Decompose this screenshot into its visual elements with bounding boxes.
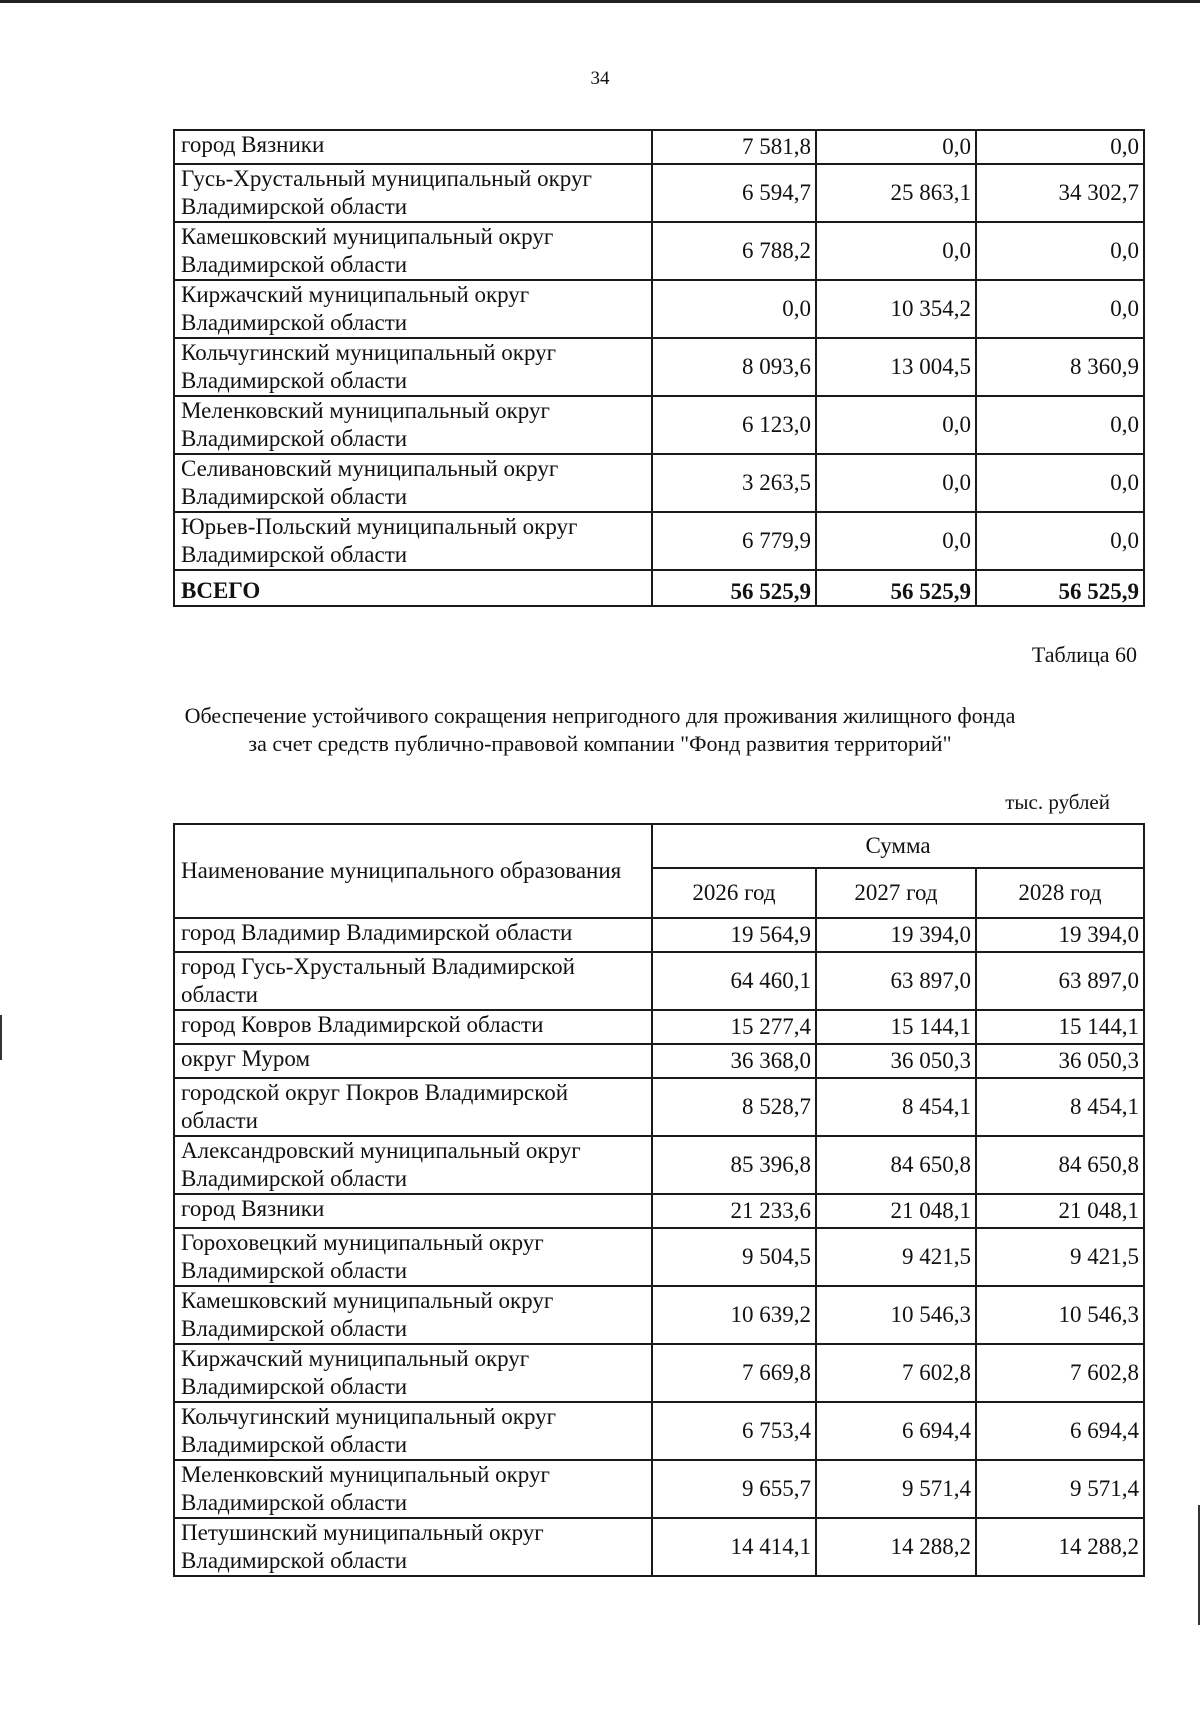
value-2027: 36 050,3 — [816, 1044, 976, 1078]
value-2027: 21 048,1 — [816, 1194, 976, 1228]
value-2026: 6 753,4 — [652, 1402, 816, 1460]
total-label: ВСЕГО — [174, 570, 652, 606]
value-2027: 6 694,4 — [816, 1402, 976, 1460]
lower-table — [173, 823, 1145, 1577]
value-2028: 19 394,0 — [976, 918, 1144, 952]
row-name: городской округ Покров Владимирской области — [174, 1078, 652, 1136]
upper-table — [173, 129, 1145, 607]
table-row — [174, 280, 1144, 338]
total-2026: 56 525,9 — [652, 570, 816, 606]
row-name: Меленковский муниципальный округ Владимирской области — [174, 396, 652, 454]
table-row — [174, 1010, 1144, 1044]
row-name: город Вязники — [174, 130, 652, 164]
scan-edge-mark — [0, 1015, 2, 1060]
row-name: Камешковский муниципальный округ Владимирской области — [174, 1286, 652, 1344]
row-name: Киржачский муниципальный округ Владимирской области — [174, 280, 652, 338]
value-2028: 0,0 — [976, 512, 1144, 570]
value-2026: 8 528,7 — [652, 1078, 816, 1136]
table-row — [174, 952, 1144, 1010]
value-2027: 25 863,1 — [816, 164, 976, 222]
table-row — [174, 1344, 1144, 1402]
value-2026: 7 581,8 — [652, 130, 816, 164]
page-number: 34 — [590, 68, 610, 89]
table-row — [174, 1518, 1144, 1576]
total-row — [174, 570, 1144, 606]
value-2027: 7 602,8 — [816, 1344, 976, 1402]
value-2027: 0,0 — [816, 454, 976, 512]
value-2028: 0,0 — [976, 396, 1144, 454]
row-name: Петушинский муниципальный округ Владимирской области — [174, 1518, 652, 1576]
value-2027: 63 897,0 — [816, 952, 976, 1010]
row-name: Кольчугинский муниципальный округ Владимирской области — [174, 338, 652, 396]
value-2027: 8 454,1 — [816, 1078, 976, 1136]
value-2028: 8 454,1 — [976, 1078, 1144, 1136]
value-2028: 8 360,9 — [976, 338, 1144, 396]
value-2026: 6 788,2 — [652, 222, 816, 280]
value-2026: 85 396,8 — [652, 1136, 816, 1194]
row-name: Гороховецкий муниципальный округ Владимирской области — [174, 1228, 652, 1286]
value-2026: 3 263,5 — [652, 454, 816, 512]
total-2028: 56 525,9 — [976, 570, 1144, 606]
value-2027: 0,0 — [816, 222, 976, 280]
row-name: Камешковский муниципальный округ Владимирской области — [174, 222, 652, 280]
row-name: город Владимир Владимирской области — [174, 918, 652, 952]
section-title-line-1: Обеспечение устойчивого сокращения непригодного для проживания жилищного фонда — [184, 703, 1016, 728]
table-row — [174, 1044, 1144, 1078]
value-2028: 15 144,1 — [976, 1010, 1144, 1044]
value-2027: 0,0 — [816, 396, 976, 454]
value-2027: 0,0 — [816, 512, 976, 570]
header-sum: Сумма — [652, 824, 1144, 868]
table-row — [174, 1228, 1144, 1286]
value-2027: 15 144,1 — [816, 1010, 976, 1044]
row-name: город Вязники — [174, 1194, 652, 1228]
table-row — [174, 1460, 1144, 1518]
table-row — [174, 164, 1144, 222]
value-2028: 10 546,3 — [976, 1286, 1144, 1344]
value-2027: 13 004,5 — [816, 338, 976, 396]
value-2026: 8 093,6 — [652, 338, 816, 396]
value-2028: 36 050,3 — [976, 1044, 1144, 1078]
value-2028: 6 694,4 — [976, 1402, 1144, 1460]
value-2026: 9 504,5 — [652, 1228, 816, 1286]
header-year-2027: 2027 год — [816, 868, 976, 918]
section-title-line-2: за счет средств публично-правовой компании "Фонд развития территорий" — [248, 731, 952, 756]
value-2027: 9 571,4 — [816, 1460, 976, 1518]
row-name: округ Муром — [174, 1044, 652, 1078]
value-2028: 0,0 — [976, 454, 1144, 512]
row-name: Кольчугинский муниципальный округ Владимирской области — [174, 1402, 652, 1460]
value-2028: 0,0 — [976, 222, 1144, 280]
table-row — [174, 222, 1144, 280]
table-row — [174, 396, 1144, 454]
value-2026: 64 460,1 — [652, 952, 816, 1010]
value-2027: 19 394,0 — [816, 918, 976, 952]
table-row — [174, 454, 1144, 512]
value-2026: 6 594,7 — [652, 164, 816, 222]
row-name: Меленковский муниципальный округ Владимирской области — [174, 1460, 652, 1518]
table-row — [174, 130, 1144, 164]
value-2026: 7 669,8 — [652, 1344, 816, 1402]
value-2026: 36 368,0 — [652, 1044, 816, 1078]
table-row — [174, 1194, 1144, 1228]
header-year-2028: 2028 год — [976, 868, 1144, 918]
value-2028: 21 048,1 — [976, 1194, 1144, 1228]
value-2027: 84 650,8 — [816, 1136, 976, 1194]
value-2026: 14 414,1 — [652, 1518, 816, 1576]
table-number-label: Таблица 60 — [1031, 642, 1137, 667]
value-2028: 14 288,2 — [976, 1518, 1144, 1576]
value-2026: 21 233,6 — [652, 1194, 816, 1228]
section-title — [100, 702, 1100, 758]
value-2026: 9 655,7 — [652, 1460, 816, 1518]
total-2027: 56 525,9 — [816, 570, 976, 606]
value-2026: 15 277,4 — [652, 1010, 816, 1044]
value-2026: 0,0 — [652, 280, 816, 338]
row-name: Юрьев-Польский муниципальный округ Владимирской области — [174, 512, 652, 570]
value-2027: 14 288,2 — [816, 1518, 976, 1576]
table-row — [174, 338, 1144, 396]
row-name: Александровский муниципальный округ Владимирской области — [174, 1136, 652, 1194]
units-label: тыс. рублей — [1005, 790, 1110, 814]
value-2028: 63 897,0 — [976, 952, 1144, 1010]
value-2027: 10 546,3 — [816, 1286, 976, 1344]
table-row — [174, 1078, 1144, 1136]
row-name: Гусь-Хрустальный муниципальный округ Владимирской области — [174, 164, 652, 222]
value-2026: 19 564,9 — [652, 918, 816, 952]
value-2026: 6 123,0 — [652, 396, 816, 454]
value-2028: 84 650,8 — [976, 1136, 1144, 1194]
header-row — [174, 824, 1144, 868]
table-row — [174, 1136, 1144, 1194]
value-2028: 0,0 — [976, 280, 1144, 338]
row-name: Киржачский муниципальный округ Владимирской области — [174, 1344, 652, 1402]
row-name: город Гусь-Хрустальный Владимирской области — [174, 952, 652, 1010]
table-row — [174, 1286, 1144, 1344]
row-name: Селивановский муниципальный округ Владимирской области — [174, 454, 652, 512]
value-2028: 9 421,5 — [976, 1228, 1144, 1286]
header-name-column: Наименование муниципального образования — [174, 824, 652, 918]
value-2027: 9 421,5 — [816, 1228, 976, 1286]
value-2026: 10 639,2 — [652, 1286, 816, 1344]
value-2028: 9 571,4 — [976, 1460, 1144, 1518]
value-2026: 6 779,9 — [652, 512, 816, 570]
value-2028: 7 602,8 — [976, 1344, 1144, 1402]
row-name: город Ковров Владимирской области — [174, 1010, 652, 1044]
table-row — [174, 1402, 1144, 1460]
value-2027: 0,0 — [816, 130, 976, 164]
value-2027: 10 354,2 — [816, 280, 976, 338]
value-2028: 0,0 — [976, 130, 1144, 164]
top-border-rule — [0, 0, 1200, 3]
value-2028: 34 302,7 — [976, 164, 1144, 222]
header-year-2026: 2026 год — [652, 868, 816, 918]
table-row — [174, 918, 1144, 952]
table-row — [174, 512, 1144, 570]
